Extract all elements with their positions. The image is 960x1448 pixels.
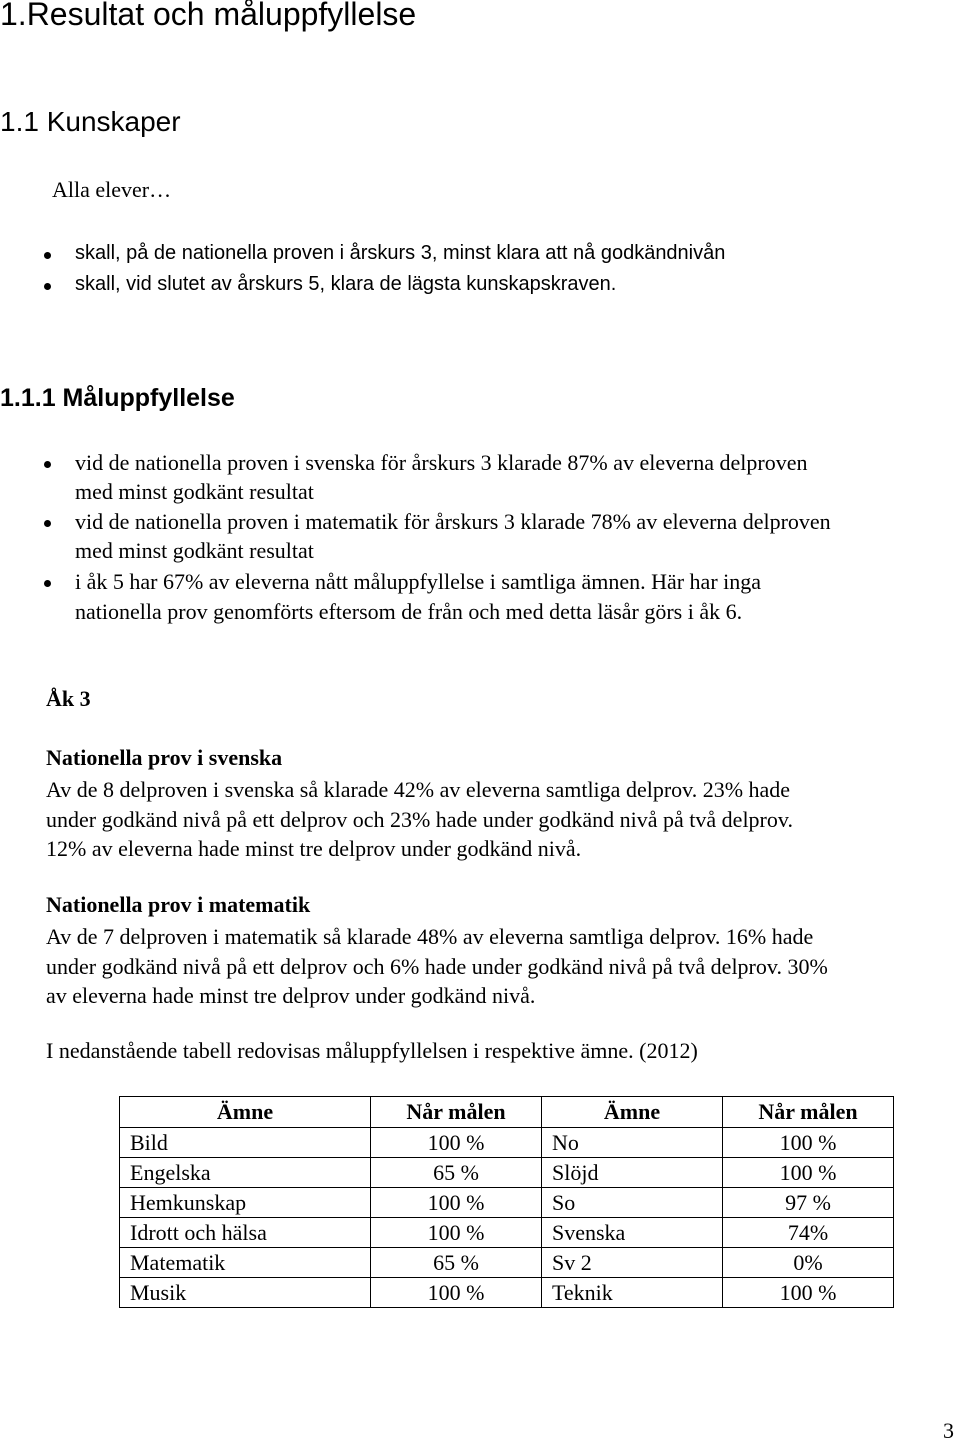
paragraph-line: 12% av eleverna hade minst tre delprov under godkänd nivå. <box>46 836 582 861</box>
table-row <box>120 1128 894 1158</box>
table-cell: 0% <box>723 1248 894 1278</box>
paragraph-line: under godkänd nivå på ett delprov och 6% hade under godkänd nivå på två delprov. 30% <box>46 953 828 979</box>
table-cell: 100 % <box>371 1188 542 1218</box>
matematik-paragraph <box>46 922 946 1011</box>
table-row <box>120 1278 894 1308</box>
section-heading-kunskaper: 1.1 Kunskaper <box>0 106 181 137</box>
result-item-line: i åk 5 har 67% av eleverna nått måluppfyllelse i samtliga ämnen. Här har inga <box>75 569 762 594</box>
svenska-heading: Nationella prov i svenska <box>46 745 283 770</box>
table-cell: So <box>542 1188 723 1218</box>
table-row <box>120 1188 894 1218</box>
goal-item: skall, vid slutet av årskurs 5, klara de lägsta kunskapskraven. <box>75 273 617 295</box>
matematik-heading: Nationella prov i matematik <box>46 892 311 917</box>
results-table <box>119 1096 894 1308</box>
table-cell: Hemkunskap <box>120 1188 371 1218</box>
column-header: Når målen <box>371 1097 542 1128</box>
result-item-line: vid de nationella proven i matematik för årskurs 3 klarade 78% av eleverna delproven <box>75 509 831 534</box>
table-cell: 100 % <box>371 1278 542 1308</box>
table-cell: Musik <box>120 1278 371 1308</box>
table-row <box>120 1248 894 1278</box>
table-cell: Bild <box>120 1128 371 1158</box>
table-row <box>120 1218 894 1248</box>
table-cell: 100 % <box>723 1278 894 1308</box>
ak3-heading: Åk 3 <box>46 686 91 711</box>
paragraph-line: Av de 7 delproven i matematik så klarade 48% av eleverna samtliga delprov. 16% hade <box>46 924 814 949</box>
intro-text: Alla elever… <box>52 177 172 202</box>
table-header-row <box>120 1097 894 1128</box>
table-cell: 100 % <box>723 1128 894 1158</box>
page-number: 3 <box>943 1418 954 1443</box>
table-cell: 100 % <box>723 1158 894 1188</box>
bullet-icon <box>44 580 51 587</box>
table-cell: Engelska <box>120 1158 371 1188</box>
bullet-icon <box>44 520 51 527</box>
table-cell: 65 % <box>371 1158 542 1188</box>
column-header: Når målen <box>723 1097 894 1128</box>
table-cell: 97 % <box>723 1188 894 1218</box>
page-heading: 1.Resultat och måluppfyllelse <box>0 0 417 32</box>
table-row <box>120 1158 894 1188</box>
table-cell: Matematik <box>120 1248 371 1278</box>
table-cell: Svenska <box>542 1218 723 1248</box>
table-intro: I nedanstående tabell redovisas måluppfyllelsen i respektive ämne. (2012) <box>46 1038 698 1063</box>
section-heading-maluppfyllelse: 1.1.1 Måluppfyllelse <box>0 384 235 412</box>
table-cell: 74% <box>723 1218 894 1248</box>
paragraph-line: Av de 8 delproven i svenska så klarade 42% av eleverna samtliga delprov. 23% hade <box>46 777 791 802</box>
column-header: Ämne <box>120 1097 371 1128</box>
table-cell: Teknik <box>542 1278 723 1308</box>
table-cell: Slöjd <box>542 1158 723 1188</box>
result-item-line: med minst godkänt resultat <box>75 538 314 563</box>
svenska-paragraph <box>46 775 946 864</box>
table-cell: 65 % <box>371 1248 542 1278</box>
table-cell: 100 % <box>371 1128 542 1158</box>
column-header: Ämne <box>542 1097 723 1128</box>
result-item-line: med minst godkänt resultat <box>75 479 314 504</box>
table-cell: 100 % <box>371 1218 542 1248</box>
goal-item: skall, på de nationella proven i årskurs 3, minst klara att nå godkändnivån <box>75 242 726 264</box>
bullet-icon <box>44 252 51 259</box>
result-item-line: vid de nationella proven i svenska för årskurs 3 klarade 87% av eleverna delproven <box>75 450 808 475</box>
paragraph-line: av eleverna hade minst tre delprov under godkänd nivå. <box>46 983 536 1008</box>
bullet-icon <box>44 283 51 290</box>
table-cell: Sv 2 <box>542 1248 723 1278</box>
paragraph-line: under godkänd nivå på ett delprov och 23% hade under godkänd nivå på två delprov. <box>46 806 793 832</box>
bullet-icon <box>44 461 51 468</box>
table-cell: Idrott och hälsa <box>120 1218 371 1248</box>
table-cell: No <box>542 1128 723 1158</box>
result-item-line: nationella prov genomförts eftersom de från och med detta läsår görs i åk 6. <box>75 599 743 624</box>
